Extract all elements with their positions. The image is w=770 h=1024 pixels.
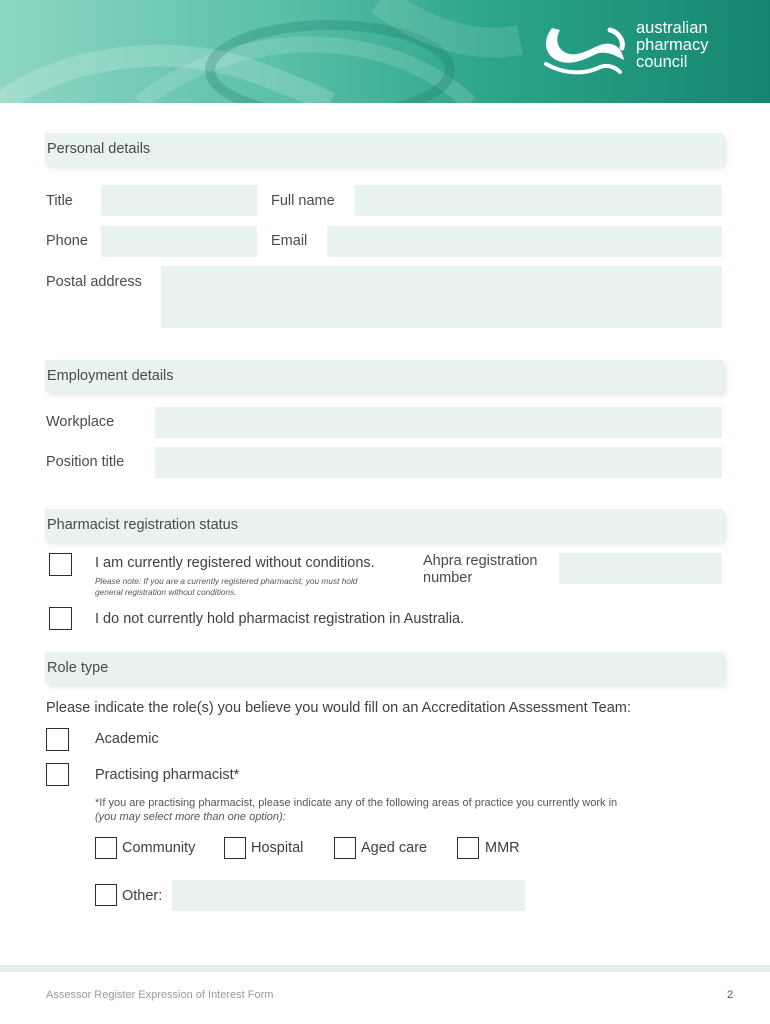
- registration-note: [95, 576, 357, 598]
- workplace-field[interactable]: [155, 407, 722, 438]
- ahpra-label: [423, 553, 537, 587]
- personal-details-heading: Personal details: [45, 133, 723, 165]
- academic-checkbox[interactable]: [46, 728, 69, 751]
- role-instruction: Please indicate the role(s) you believe you would fill on an Accreditation Assessment Team:: [46, 700, 631, 716]
- aged-care-label: Aged care: [361, 840, 428, 856]
- registered-option-label: I am currently registered without conditions.: [95, 555, 375, 571]
- other-checkbox[interactable]: [95, 884, 117, 906]
- workplace-label: Workplace: [46, 414, 115, 430]
- community-checkbox[interactable]: [95, 837, 117, 859]
- title-label: Title: [46, 193, 73, 209]
- ahpra-number-field[interactable]: [559, 553, 722, 584]
- apc-logo-icon: [540, 18, 630, 78]
- registration-note-line-1: Please note: If you are a currently registered pharmacist, you must hold: [95, 576, 358, 586]
- community-label: Community: [122, 840, 196, 856]
- role-type-heading: Role type: [45, 652, 723, 684]
- postal-address-field[interactable]: [161, 266, 722, 328]
- logo-line-1: australian: [636, 19, 708, 37]
- hospital-checkbox[interactable]: [224, 837, 246, 859]
- position-title-field[interactable]: [155, 447, 722, 478]
- footer-divider: [0, 965, 770, 972]
- footer-form-title: Assessor Register Expression of Interest Form: [46, 989, 274, 1001]
- header-banner: [0, 0, 770, 103]
- mmr-checkbox[interactable]: [457, 837, 479, 859]
- email-label: Email: [271, 233, 308, 249]
- registered-checkbox[interactable]: [49, 553, 72, 576]
- hospital-label: Hospital: [251, 840, 304, 856]
- practice-area-note-text: *If you are practising pharmacist, please indicate any of the following areas of practice you currently work in: [95, 797, 618, 809]
- mmr-label: MMR: [485, 840, 520, 856]
- apc-logo: [540, 18, 740, 88]
- registration-note-line-2: general registration without conditions.: [95, 587, 237, 597]
- practice-area-note-italic: (you may select more than one option):: [95, 811, 286, 823]
- practice-area-note: [95, 796, 617, 824]
- logo-line-2: pharmacy: [636, 36, 709, 54]
- phone-field[interactable]: [101, 226, 257, 257]
- email-field[interactable]: [327, 226, 722, 257]
- logo-line-3: council: [636, 53, 688, 71]
- fullname-label: Full name: [271, 193, 335, 209]
- practising-pharmacist-label: Practising pharmacist*: [95, 767, 240, 783]
- other-field[interactable]: [172, 880, 525, 911]
- other-label: Other:: [122, 888, 163, 904]
- phone-label: Phone: [46, 233, 88, 249]
- ahpra-label-line-1: Ahpra registration: [423, 553, 538, 569]
- employment-details-heading: Employment details: [45, 360, 723, 392]
- not-registered-checkbox[interactable]: [49, 607, 72, 630]
- ahpra-label-line-2: number: [423, 570, 473, 586]
- page-number: 2: [727, 989, 734, 1001]
- aged-care-checkbox[interactable]: [334, 837, 356, 859]
- not-registered-option-label: I do not currently hold pharmacist registration in Australia.: [95, 611, 465, 627]
- logo-wordmark: [636, 20, 708, 71]
- registration-status-heading: Pharmacist registration status: [45, 509, 723, 541]
- title-field[interactable]: [101, 185, 257, 216]
- postal-address-label: Postal address: [46, 274, 142, 290]
- fullname-field[interactable]: [355, 185, 722, 216]
- practising-pharmacist-checkbox[interactable]: [46, 763, 69, 786]
- position-title-label: Position title: [46, 454, 125, 470]
- academic-label: Academic: [95, 731, 159, 747]
